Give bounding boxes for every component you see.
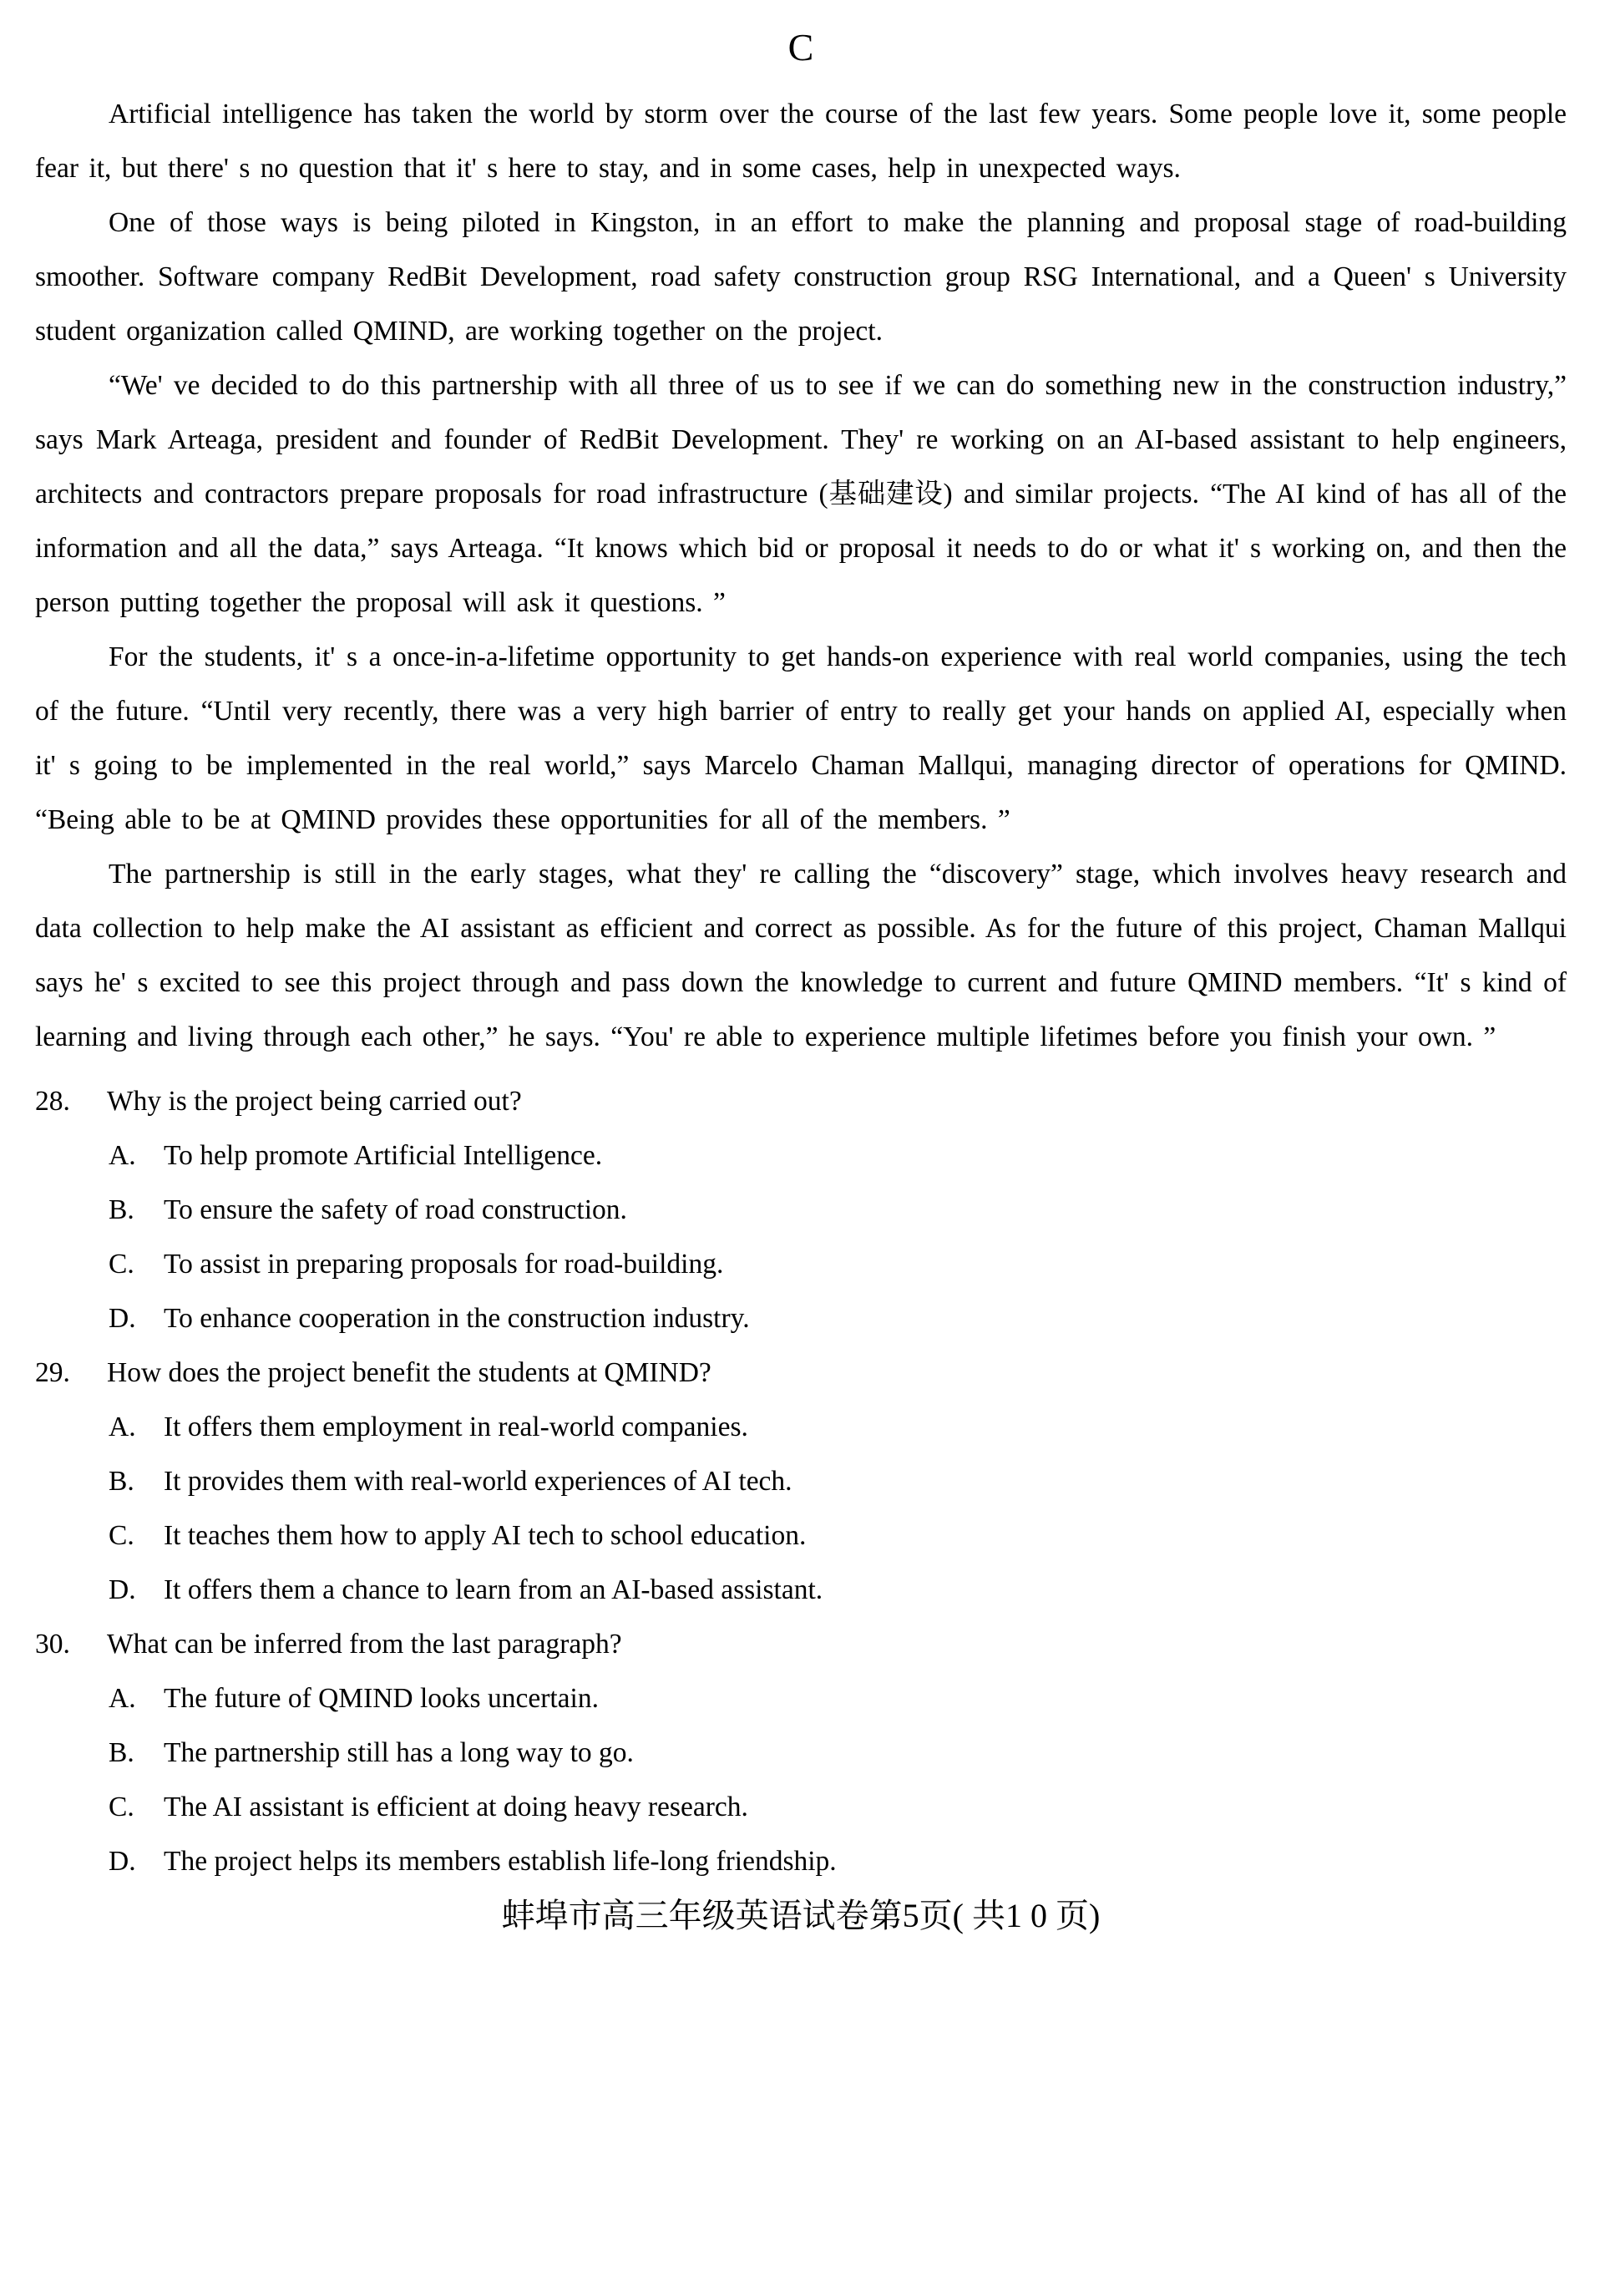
passage-paragraph-5: The partnership is still in the early stages, what they' re calling the “discovery” stage, which involves heavy research and data collection to help make the AI assistant as efficient and correct as possible. As for the future of this project, Chaman Mallqui says he' s excited to see this project through and pass down the knowledge to current and future QMIND members. “It' s kind of learning and living through each other,” he says. “You' re able to experience multiple lifetimes before you finish your own. ” xyxy=(35,859,1567,1052)
question-29-option-a xyxy=(109,1400,1567,1454)
question-28-option-a xyxy=(109,1128,1567,1183)
option-label: B. xyxy=(109,1466,134,1497)
question-29 xyxy=(35,1346,1567,1617)
option-text: It teaches them how to apply AI tech to school education. xyxy=(164,1520,807,1551)
option-text: The future of QMIND looks uncertain. xyxy=(164,1683,599,1714)
option-label: A. xyxy=(109,1412,136,1442)
option-label: A. xyxy=(109,1140,136,1171)
question-29-option-d xyxy=(109,1563,1567,1617)
question-28-option-b xyxy=(109,1183,1567,1237)
question-30 xyxy=(35,1617,1567,1888)
question-number: 28. xyxy=(35,1086,70,1117)
option-label: B. xyxy=(109,1737,134,1768)
question-28-option-d xyxy=(109,1291,1567,1346)
reading-passage xyxy=(35,87,1567,1064)
option-text: To enhance cooperation in the construction industry. xyxy=(164,1303,750,1334)
question-30-option-d xyxy=(109,1834,1567,1888)
option-text: To help promote Artificial Intelligence. xyxy=(164,1140,603,1171)
question-text: What can be inferred from the last paragraph? xyxy=(107,1629,622,1660)
option-label: D. xyxy=(109,1574,136,1605)
option-text: The project helps its members establish life-long friendship. xyxy=(164,1846,837,1877)
option-label: C. xyxy=(109,1792,134,1822)
question-28-option-c xyxy=(109,1237,1567,1291)
question-29-option-b xyxy=(109,1454,1567,1508)
question-28-stem xyxy=(35,1074,1567,1128)
option-label: D. xyxy=(109,1846,136,1877)
question-30-option-c xyxy=(109,1780,1567,1834)
passage-paragraph-4: For the students, it' s a once-in-a-lifetime opportunity to get hands-on experience with real world companies, using the tech of the future. “Until very recently, there was a very high barrier of entry to really get your hands on applied AI, especially when it' s going to be implemented in the real world,” says Marcelo Chaman Mallqui, managing director of operations for QMIND. “Being able to be at QMIND provides these opportunities for all of the members. ” xyxy=(35,641,1567,835)
option-text: The partnership still has a long way to go. xyxy=(164,1737,634,1768)
questions-section xyxy=(35,1074,1567,1888)
question-number: 29. xyxy=(35,1357,70,1388)
question-30-stem xyxy=(35,1617,1567,1671)
question-29-stem xyxy=(35,1346,1567,1400)
question-text: Why is the project being carried out? xyxy=(107,1086,522,1117)
question-text: How does the project benefit the students at QMIND? xyxy=(107,1357,711,1388)
option-text: The AI assistant is efficient at doing heavy research. xyxy=(164,1792,748,1822)
passage-paragraph-2: One of those ways is being piloted in Kingston, in an effort to make the planning and proposal stage of road-building smoother. Software company RedBit Development, road safety construction group RSG International, and a Queen' s University student organization called QMIND, are working together on the project. xyxy=(35,207,1567,347)
passage-paragraph-3: “We' ve decided to do this partnership with all three of us to see if we can do something new in the construction industry,” says Mark Arteaga, president and founder of RedBit Development. They' re working on an AI-based assistant to help engineers, architects and contractors prepare proposals for road infrastructure (基础建设) and similar projects. “The AI kind of has all of the information and all the data,” says Arteaga. “It knows which bid or proposal it needs to do or what it' s working on, and then the person putting together the proposal will ask it questions. ” xyxy=(35,370,1567,618)
option-text: To ensure the safety of road construction. xyxy=(164,1194,627,1225)
page-footer: 蚌埠市高三年级英语试卷第5页( 共1 0 页) xyxy=(501,1897,1101,1934)
question-number: 30. xyxy=(35,1629,70,1660)
question-30-option-a xyxy=(109,1671,1567,1726)
passage-paragraph-1: Artificial intelligence has taken the world by storm over the course of the last few years. Some people love it, some people fear it, but there' s no question that it' s here to stay, and in some cases, help in unexpected ways. xyxy=(35,99,1567,184)
option-label: D. xyxy=(109,1303,136,1334)
option-label: C. xyxy=(109,1520,134,1551)
option-label: A. xyxy=(109,1683,136,1714)
question-28 xyxy=(35,1074,1567,1346)
option-text: It offers them a chance to learn from an AI-based assistant. xyxy=(164,1574,823,1605)
option-label: C. xyxy=(109,1249,134,1280)
option-text: It offers them employment in real-world companies. xyxy=(164,1412,748,1442)
question-29-option-c xyxy=(109,1508,1567,1563)
option-label: B. xyxy=(109,1194,134,1225)
question-30-option-b xyxy=(109,1726,1567,1780)
option-text: To assist in preparing proposals for road-building. xyxy=(164,1249,724,1280)
option-text: It provides them with real-world experiences of AI tech. xyxy=(164,1466,792,1497)
section-label: C xyxy=(787,26,814,68)
